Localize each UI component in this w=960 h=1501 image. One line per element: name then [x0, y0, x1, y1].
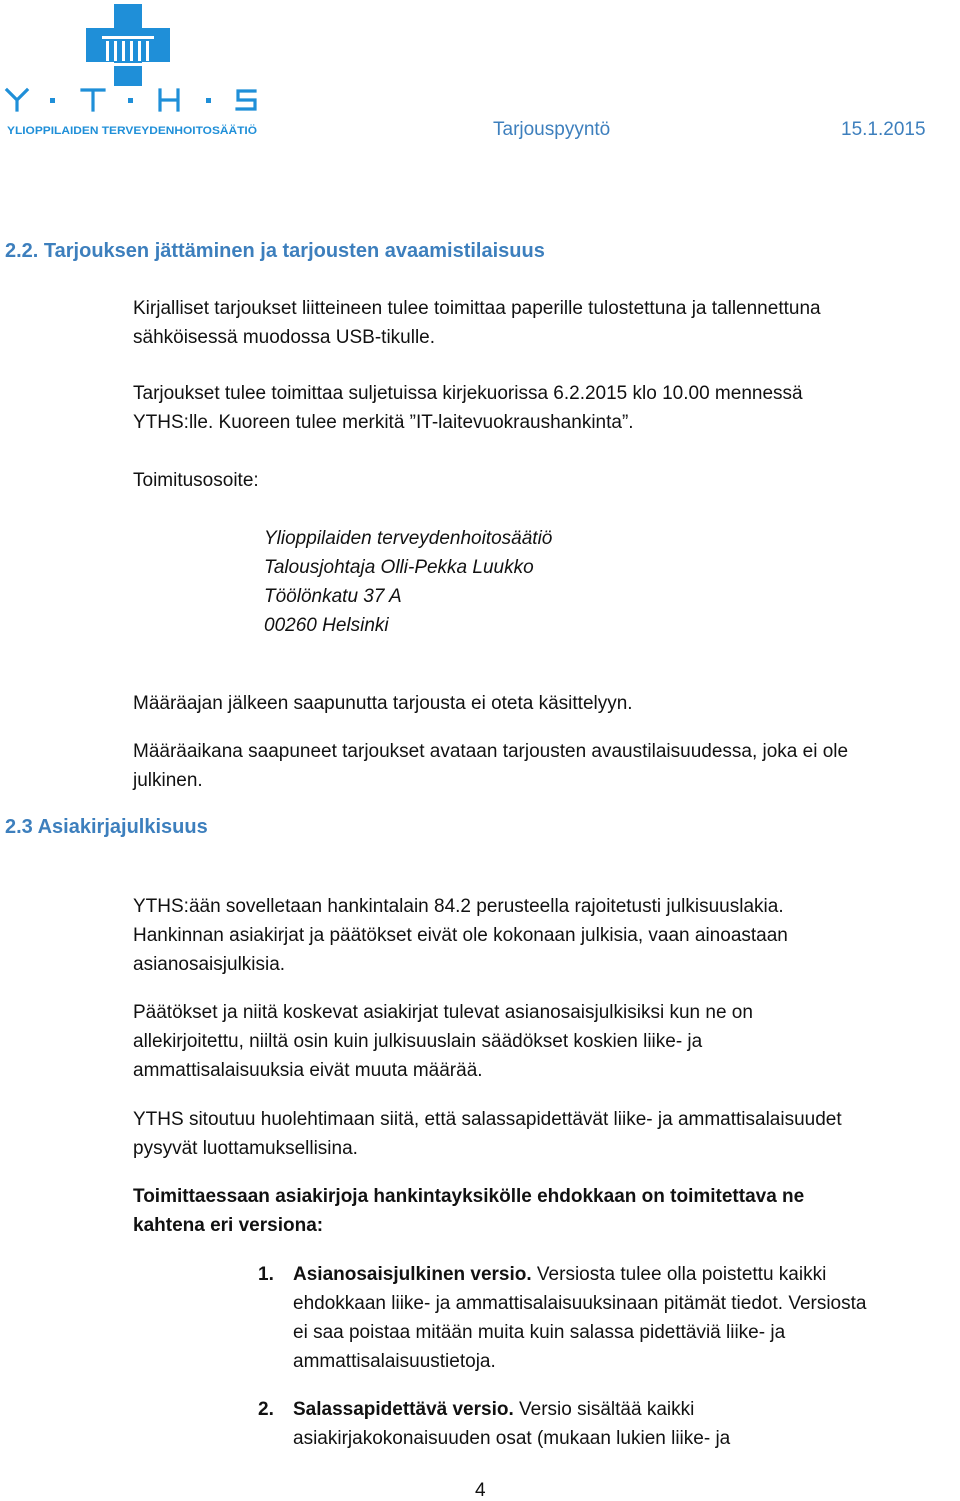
s22-paragraph-4 [133, 737, 848, 795]
list-item-2-title: Salassapidettävä versio. [293, 1399, 514, 1420]
yths-logo [0, 0, 270, 142]
list-item-1-first-rest: Versiosta tulee olla poistettu kaikki [531, 1264, 827, 1285]
address-line: 00260 Helsinki [264, 615, 389, 636]
address-line: Talousjohtaja Olli-Pekka Luukko [264, 557, 534, 578]
text-line: ei saa poistaa mitään muita kuin salassa pidettäviä liike- ja [293, 1322, 786, 1343]
s23-paragraph-1 [133, 892, 788, 979]
s22-paragraph-2 [133, 379, 803, 437]
text-line: pysyvät luottamuksellisina. [133, 1138, 358, 1159]
list-item-2 [293, 1395, 730, 1453]
text-line: Päätökset ja niitä koskevat asiakirjat tulevat asianosaisjulkisiksi kun ne on [133, 1002, 753, 1023]
text-line: sähköisessä muodossa USB-tikulle. [133, 327, 436, 348]
list-item-2-first-rest: Versio sisältää kaikki [513, 1399, 695, 1420]
section-2-3-heading: 2.3 Asiakirjajulkisuus [5, 816, 208, 838]
text-line: Kirjalliset tarjoukset liitteineen tulee toimittaa paperille tulostettuna ja tallennettuna [133, 298, 821, 319]
list-item-2-first-line [293, 1395, 730, 1424]
address-label: Toimitusosoite: [133, 470, 259, 491]
text-line: asianosaisjulkisia. [133, 954, 286, 975]
address-block [264, 524, 552, 640]
list-item-1 [293, 1260, 866, 1376]
cross-icon [86, 4, 170, 86]
text-line: allekirjoitettu, niiltä osin kuin julkisuuslain säädökset koskien liike- ja [133, 1031, 703, 1052]
text-line: ammattisalaisuuksia eivät muuta määrää. [133, 1060, 483, 1081]
text-line: Toimittaessaan asiakirjoja hankintayksikölle ehdokkaan on toimitettava ne [133, 1186, 805, 1207]
address-line: Ylioppilaiden terveydenhoitosäätiö [264, 528, 553, 549]
s23-bold-paragraph [133, 1182, 804, 1240]
s23-paragraph-3 [133, 1105, 842, 1163]
text-line: Hankinnan asiakirjat ja päätökset eivät ole kokonaan julkisia, vaan ainoastaan [133, 925, 788, 946]
s22-paragraph-1 [133, 294, 821, 352]
list-item-1-first-line [293, 1260, 866, 1289]
text-line: ehdokkaan liike- ja ammattisalaisuuksinaan pitämät tiedot. Versiosta [293, 1293, 867, 1314]
list-item-1-title: Asianosaisjulkinen versio. [293, 1264, 532, 1285]
text-line: kahtena eri versiona: [133, 1215, 324, 1236]
text-line: YTHS sitoutuu huolehtimaan siitä, että salassapidettävät liike- ja ammattisalaisuudet [133, 1109, 842, 1130]
list-item-2-number: 2. [258, 1399, 274, 1420]
text-line: YTHS:lle. Kuoreen tulee merkitä ”IT-laitevuokraushankinta”. [133, 412, 634, 433]
text-line: asiakirjakokonaisuuden osat (mukaan lukien liike- ja [293, 1428, 731, 1449]
address-line: Töölönkatu 37 A [264, 586, 402, 607]
logo-tagline: YLIOPPILAIDEN TERVEYDENHOITOSÄÄTIÖ [7, 125, 230, 137]
s22-paragraph-3: Määräajan jälkeen saapunutta tarjousta ei oteta käsittelyyn. [133, 693, 633, 714]
doc-title: Tarjouspyyntö [493, 119, 611, 140]
text-line: ammattisalaisuustietoja. [293, 1351, 496, 1372]
section-2-2-heading: 2.2. Tarjouksen jättäminen ja tarjousten avaamistilaisuus [5, 240, 545, 262]
text-line: YTHS:ään sovelletaan hankintalain 84.2 perusteella rajoitetusti julkisuuslakia. [133, 896, 784, 917]
text-line: Tarjoukset tulee toimittaa suljetuissa kirjekuorissa 6.2.2015 klo 10.00 mennessä [133, 383, 803, 404]
page-number: 4 [475, 1480, 486, 1501]
text-line: Määräaikana saapuneet tarjoukset avataan tarjousten avaustilaisuudessa, joka ei ole [133, 741, 849, 762]
text-line: julkinen. [133, 770, 203, 791]
list-item-1-number: 1. [258, 1264, 274, 1285]
s23-paragraph-2 [133, 998, 753, 1085]
doc-date: 15.1.2015 [841, 119, 926, 140]
